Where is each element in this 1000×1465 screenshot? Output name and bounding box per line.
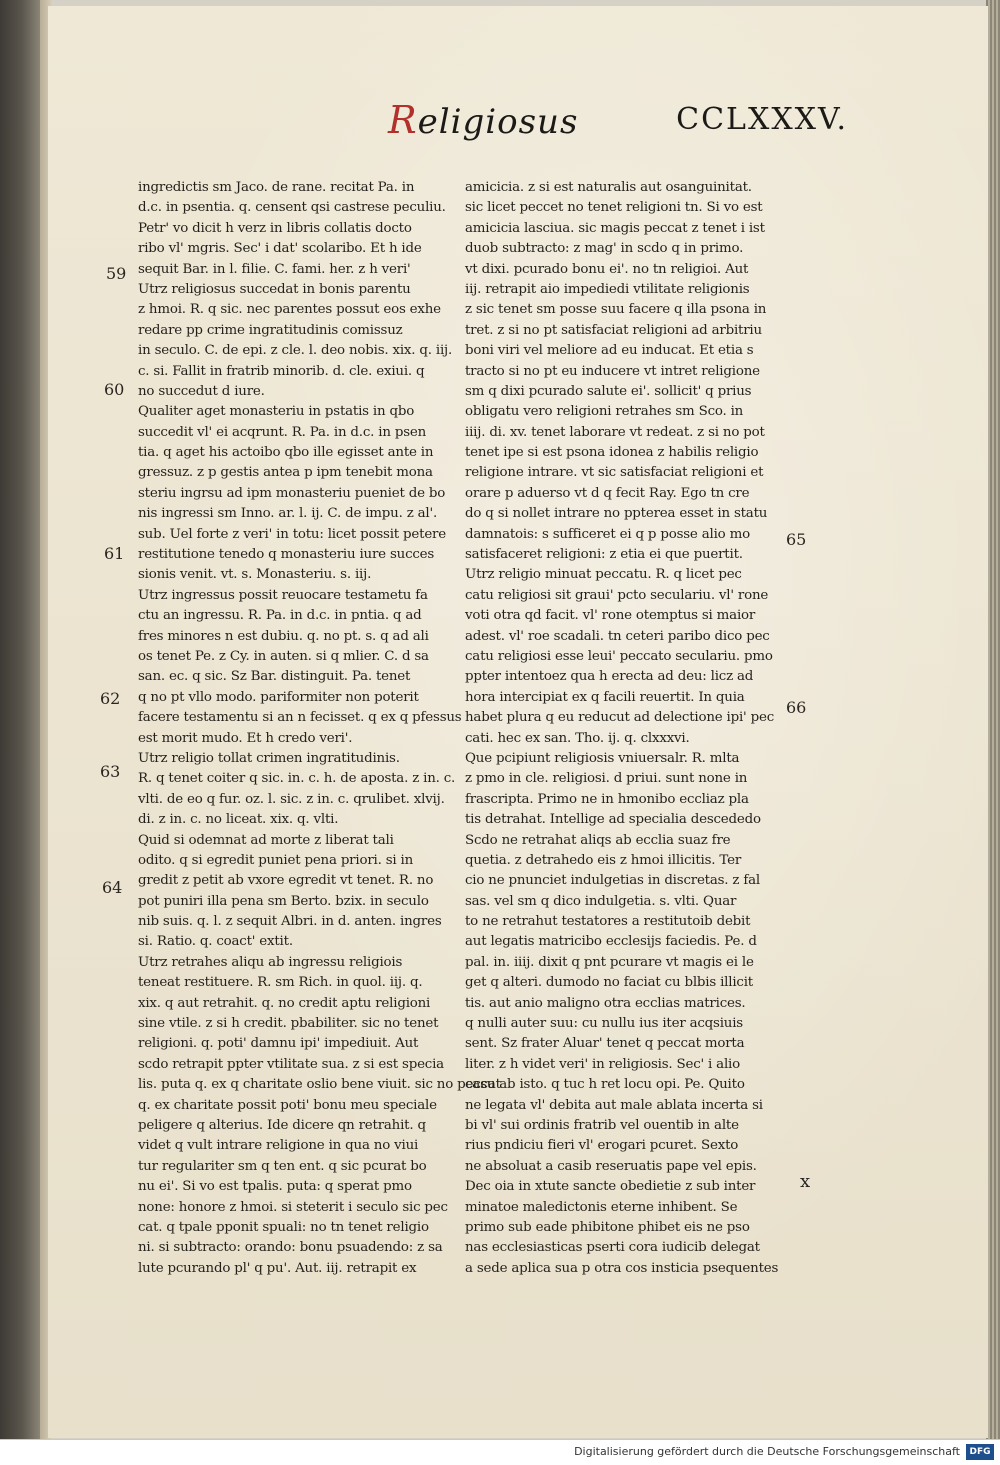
text-line: damnatois: s sufficeret ei q p posse alio mo	[465, 526, 750, 542]
text-line: cio ne pnunciet indulgetias in discretas. z fal	[465, 873, 760, 889]
text-line: est morit mudo. Et h credo veri'.	[138, 730, 353, 746]
margin-number-62: 62	[100, 689, 121, 708]
text-line: nas ecclesiasticas pserti cora iudicib delegat	[465, 1240, 760, 1256]
text-line: orare p aduerso vt d q fecit Ray. Ego tn cre	[465, 485, 750, 501]
text-line: Quid si odemnat ad morte z liberat tali	[138, 832, 394, 848]
page-edge	[986, 0, 1000, 1440]
text-line: sequit Bar. in l. filie. C. fami. her. z h veri'	[138, 261, 411, 277]
text-line: z pmo in cle. religiosi. d priui. sunt none in	[465, 771, 748, 787]
text-line: pot puniri illa pena sm Berto. bzix. in seculo	[138, 893, 429, 909]
text-line: in seculo. C. de epi. z cle. l. deo nobis. xix. q. iij.	[138, 343, 453, 359]
text-line: facere testamentu si an n fecisset. q ex q pfessus	[138, 710, 462, 726]
text-line: san. ec. q sic. Sz Bar. distinguit. Pa. tenet	[138, 669, 411, 685]
right-column	[465, 178, 779, 1279]
text-line: ctu an ingressu. R. Pa. in d.c. in pntia. q ad	[138, 608, 422, 624]
text-line: religione intrare. vt sic satisfaciat religioni et	[465, 465, 764, 481]
text-line: pal. in. iiij. dixit q pnt pcurare vt magis ei le	[465, 954, 754, 970]
text-line: ppter intentoez qua h erecta ad deu: licz ad	[465, 669, 754, 685]
text-line: get q alteri. dumodo no faciat cu blbis illicit	[465, 975, 753, 991]
text-line: catu religiosi sit graui' pcto seculariu. vl' rone	[465, 587, 769, 603]
text-line: tur regulariter sm q ten ent. q sic pcurat bo	[138, 1158, 427, 1174]
folio-number: CCLXXXV.	[676, 102, 848, 137]
margin-number-61: 61	[104, 544, 125, 563]
text-line: Utrz ingressus possit reuocare testametu fa	[138, 587, 428, 603]
text-line: gredit z petit ab vxore egredit vt tenet. R. no	[138, 873, 434, 889]
text-line: tia. q aget his actoibo qbo ille egisset ante in	[138, 445, 434, 461]
text-line: peligere q alterius. Ide dicere qn retrahit. q	[138, 1117, 426, 1133]
text-line: vt dixi. pcurado bonu ei'. no tn religioi. Aut	[465, 261, 749, 277]
text-line: amicicia lasciua. sic magis peccat z tenet i ist	[465, 220, 765, 236]
text-line: habet plura q eu reducut ad delectione ipi' pec	[465, 710, 774, 726]
text-line: frascripta. Primo ne in hmonibo eccliaz pla	[465, 791, 749, 807]
text-line: nis ingressi sm Inno. ar. l. ij. C. de impu. z al'.	[138, 506, 438, 522]
text-line: none: honore z hmoi. si steterit i seculo sic pec	[138, 1199, 448, 1215]
text-line: R. q tenet coiter q sic. in. c. h. de aposta. z in. c.	[138, 771, 456, 787]
text-line: z hmoi. R. q sic. nec parentes possut eos exhe	[138, 302, 441, 318]
text-line: voti otra qd facit. vl' rone otemptus si maior	[465, 608, 756, 624]
text-line: ribo vl' mgris. Sec' i dat' scolaribo. Et h ide	[138, 241, 422, 257]
text-line: sine vtile. z si h credit. pbabiliter. sic no tenet	[138, 1016, 439, 1032]
text-line: redare pp crime ingratitudinis comissuz	[138, 322, 403, 338]
text-line: lute pcurando pl' q pu'. Aut. iij. retrapit ex	[138, 1260, 417, 1276]
text-line: a sede aplica sua p otra cos insticia psequentes	[465, 1260, 779, 1276]
margin-number-66: 66	[786, 698, 807, 717]
text-line: Utrz religiosus succedat in bonis parentu	[138, 281, 411, 297]
text-line: sub. Uel forte z veri' in totu: licet possit petere	[138, 526, 446, 542]
text-line: q nulli auter suu: cu nullu ius iter acqsiuis	[465, 1016, 743, 1032]
book-page	[48, 6, 988, 1438]
text-line: satisfaceret religioni: z etia ei que puertit.	[465, 547, 743, 563]
text-line: no succedut d iure.	[138, 383, 265, 399]
text-line: sic licet peccet no tenet religioni tn. Si vo est	[465, 200, 763, 216]
text-line: Que pcipiunt religiosis vniuersalr. R. mlta	[465, 750, 740, 766]
text-line: videt q vult intrare religione in qua no viui	[138, 1138, 419, 1154]
page-heading	[388, 98, 848, 148]
text-line: xix. q aut retrahit. q. no credit aptu religioni	[138, 995, 431, 1011]
text-line: succedit vl' ei acqrunt. R. Pa. in d.c. in psen	[138, 424, 427, 440]
text-line: tracto si no pt eu inducere vt intret religione	[465, 363, 760, 379]
running-title: Religiosus	[388, 98, 579, 142]
margin-number-65: 65	[786, 530, 807, 549]
text-line: amicicia. z si est naturalis aut osanguinitat.	[465, 180, 752, 195]
signature-mark: x	[800, 1171, 811, 1192]
text-line: Dec oia in xtute sancte obedietie z sub inter	[465, 1179, 756, 1195]
text-line: d.c. in psentia. q. censent qsi castrese peculiu.	[138, 200, 446, 216]
text-line: quetia. z detrahedo eis z hmoi illicitis. Ter	[465, 852, 742, 868]
text-line: z sic tenet sm posse suu facere q illa psona in	[465, 302, 767, 318]
text-line: sas. vel sm q dico indulgetia. s. vlti. Quar	[465, 893, 737, 909]
text-line: nib suis. q. l. z sequit Albri. in d. anten. ingres	[138, 914, 442, 930]
text-line: c. si. Fallit in fratrib minorib. d. cle. exiui. q	[138, 363, 425, 379]
text-line: di. z in. c. no liceat. xix. q. vlti.	[138, 812, 339, 828]
margin-number-59: 59	[106, 264, 127, 283]
text-line: iiij. di. xv. tenet laborare vt redeat. z si no pot	[465, 424, 765, 440]
footer-bar	[0, 1439, 1000, 1465]
text-line: gressuz. z p gestis antea p ipm tenebit mona	[138, 465, 433, 481]
text-line: Utrz retrahes aliqu ab ingressu religiois	[138, 954, 403, 970]
text-line: bi vl' sui ordinis fratrib vel ouentib in alte	[465, 1117, 739, 1133]
text-line: sionis venit. vt. s. Monasteriu. s. iij.	[138, 567, 372, 583]
left-column	[138, 178, 501, 1279]
text-line: primo sub eade phibitone phibet eis ne pso	[465, 1219, 750, 1235]
text-line: Petr' vo dicit h verz in libris collatis docto	[138, 220, 412, 236]
text-line: scdo retrapit ppter vtilitate sua. z si est specia	[138, 1056, 444, 1072]
text-line: os tenet Pe. z Cy. in auten. si q mlier. C. d sa	[138, 648, 429, 664]
text-line: tenet ipe si est psona idonea z habilis religio	[465, 445, 759, 461]
text-line: aut legatis matricibo ecclesijs faciedis. Pe. d	[465, 934, 757, 950]
margin-number-63: 63	[100, 762, 121, 781]
text-line: to ne retrahut testatores a restitutoib debit	[465, 914, 751, 930]
text-line: ne legata vl' debita aut male ablata incerta si	[465, 1097, 763, 1113]
text-line: cat. q tpale pponit spuali: no tn tenet religio	[138, 1219, 429, 1235]
dfg-logo-icon: DFG	[966, 1444, 994, 1460]
text-line: steriu ingrsu ad ipm monasteriu pueniet de bo	[138, 485, 446, 501]
text-line: religioni. q. poti' damnu ipi' impediuit. Aut	[138, 1036, 419, 1052]
margin-number-64: 64	[102, 878, 123, 897]
margin-number-60: 60	[104, 380, 125, 399]
text-line: iij. retrapit aio impediedi vtilitate religionis	[465, 281, 750, 297]
text-line: q no pt vllo modo. pariformiter non poterit	[138, 689, 419, 705]
book-gutter	[0, 0, 40, 1440]
text-line: ne absoluat a casib reseruatis pape vel epis.	[465, 1158, 757, 1174]
text-line: duob subtracto: z mag' in scdo q in primo.	[465, 241, 744, 257]
text-line: fres minores n est dubiu. q. no pt. s. q ad ali	[138, 628, 429, 644]
text-line: catu religiosi esse leui' peccato seculariu. pmo	[465, 648, 773, 664]
text-line: vlti. de eo q fur. oz. l. sic. z in. c. qrulibet. xlvij.	[138, 791, 445, 807]
footer-credit: Digitalisierung gefördert durch die Deutsche Forschungsgemeinschaft	[574, 1445, 960, 1458]
text-line: odito. q si egredit puniet pena priori. si in	[138, 852, 414, 868]
text-line: tis detrahat. Intellige ad specialia descededo	[465, 812, 761, 828]
text-line: do q si nollet intrare no ppterea esset in statu	[465, 506, 768, 522]
text-line: obligatu vero religioni retrahes sm Sco. in	[465, 404, 744, 420]
text-line: si. Ratio. q. coact' extit.	[138, 934, 293, 950]
text-line: boni viri vel meliore ad eu inducat. Et etia s	[465, 343, 754, 359]
text-line: rius pndiciu fieri vl' erogari pcuret. Sexto	[465, 1138, 739, 1154]
text-line: Utrz religio tollat crimen ingratitudinis.	[138, 750, 400, 766]
text-line: lis. puta q. ex q charitate oslio bene viuit. sic no peccat	[138, 1077, 501, 1093]
text-line: Qualiter aget monasteriu in pstatis in qbo	[138, 404, 415, 420]
text-line: hora intercipiat ex q facili reuertit. In quia	[465, 689, 745, 705]
text-line: ni. si subtracto: orando: bonu psuadendo: z sa	[138, 1240, 443, 1256]
text-line: q. ex charitate possit poti' bonu meu speciale	[138, 1097, 437, 1113]
text-line: ingredictis sm Jaco. de rane. recitat Pa. in	[138, 180, 415, 195]
text-line: tis. aut anio maligno otra ecclias matrices.	[465, 995, 746, 1011]
text-line: cati. hec ex san. Tho. ij. q. clxxxvi.	[465, 730, 690, 746]
text-line: teneat restituere. R. sm Rich. in quol. iij. q.	[138, 975, 423, 991]
text-line: casu ab isto. q tuc h ret locu opi. Pe. Quito	[465, 1077, 745, 1093]
text-line: tret. z si no pt satisfaciat religioni ad arbitriu	[465, 322, 762, 338]
text-line: Scdo ne retrahat aliqs ab ecclia suaz fre	[465, 832, 731, 848]
text-line: liter. z h videt veri' in religiosis. Sec' i alio	[465, 1056, 740, 1072]
text-line: sm q dixi pcurado salute ei'. sollicit' q prius	[465, 383, 752, 399]
text-line: sent. Sz frater Aluar' tenet q peccat morta	[465, 1036, 745, 1052]
text-line: adest. vl' roe scadali. tn ceteri paribo dico pec	[465, 628, 770, 644]
text-line: Utrz religio minuat peccatu. R. q licet pec	[465, 567, 742, 583]
text-line: nu ei'. Si vo est tpalis. puta: q sperat pmo	[138, 1179, 412, 1195]
text-line: restitutione tenedo q monasteriu iure succes	[138, 547, 435, 563]
text-line: minatoe maledictonis eterne inhibent. Se	[465, 1199, 738, 1215]
